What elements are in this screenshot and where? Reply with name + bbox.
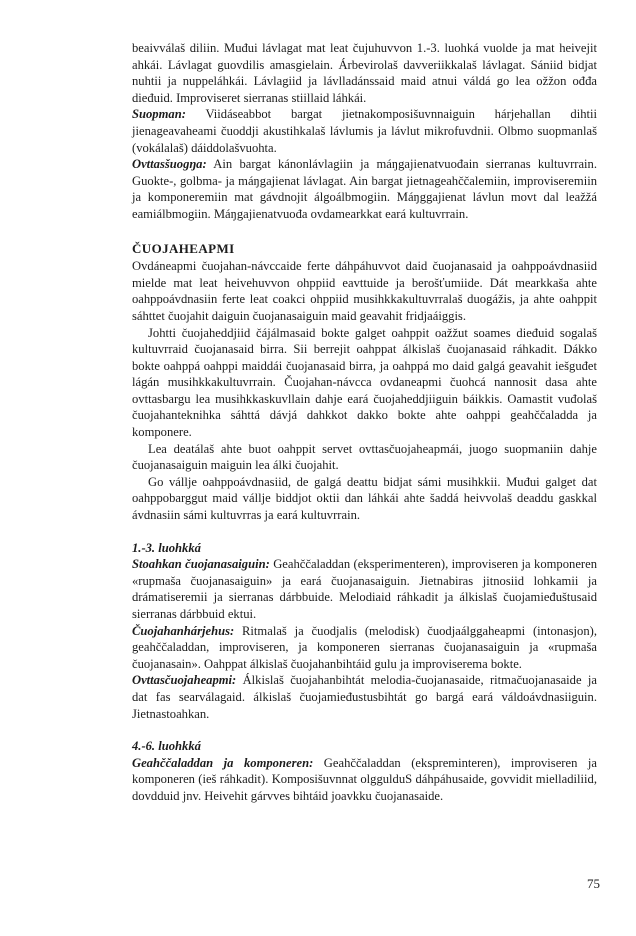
section-paragraph-4: Go vállje oahppoávdnasiid, de galgá deattu bidjat sámi musihkkii. Muđui galget dat oahppobarggut maid vállje biddjot oktii dan láhkái ahte šaddá heivvolaš deaddu gaskkal ávdnasiin sámi kultuvrras ja eará kultuvrrain. — [132, 474, 597, 523]
item-text: Ritmalaš ja čuodjalis (melodisk) čuodjaálggaheapmi (intonasjon), geahččaladdan, improviseren, ja komponeren sierranas čuojanasaiguin ja «rupmaša čuojanasain». Oahppat álkislaš čuojahanbihtáid gulu ja improviserema bokte. — [132, 623, 597, 671]
item-label: Stoahkan čuojanasaiguin: — [132, 557, 270, 572]
item-text: Geahččaladdan (eksperimenteren), improviseren ja komponeren «rupmaša čuojanasaiguin» ja eará čuojanasaiguin. Jietnabiras jitnosiid lohkamii ja drámatiseremii ja sierranas dárbbuide. Melodiaid ráhkadit ja álkislaš čuojamieđuštusaid sierranas dárbbuid ektui. — [132, 557, 597, 621]
grade-1-item-2 — [132, 623, 597, 673]
grade-4-6-heading: 4.-6. luohkká — [132, 739, 201, 754]
page-number: 75 — [587, 876, 600, 891]
item-label: Čuojahanhárjehus: — [132, 623, 235, 638]
grade-1-item-3 — [132, 672, 597, 722]
item-text: Geahččaladdan (ekspreminteren), improviseren ja komponeren (ieš ráhkadit). Komposišuvnnat olggulduS dáhpáhusaide, govvidit mielladiliid, dovdduid jnv. Heivehit gárvves bihtáid joavkku čuojanasaide. — [132, 755, 597, 803]
section-paragraph-1: Ovdáneapmi čuojahan-návccaide ferte dáhpáhuvvot daid čuojanasaid ja oahppoávdnasiid mielde mat leat heivehuvvon ohppiid eavttuide ja berošťumiide. Dát mearkkaša ahte oahppoávdnasiin ferte leat coakci ohppiid musihkkakultuvrralaš duogážis, ja ahte oahppit sáhttet čuojahit daiguin čuojanasaiguin maid geavahit fridjaáiggis. — [132, 259, 597, 323]
grade-4-item-1 — [132, 755, 597, 805]
text-column — [132, 40, 597, 805]
section-paragraph-2: Johtti čuojaheddjiid čájálmasaid bokte galget oahppit oažžut soames dieđuid sogalaš kultuvrraid čuojanasaid birra. Sii berrejit oahppat álkislaš čuojanasaid ráhkadit. Dákko bokte oahppá oahppi maiddái čuojanasaid birra, ja oahppá mo daid galgá geavahit iešguđet lágán musihkkakultuvrrain. Čuojahan-návcca ovdaneapmi čuohcá nannosit dasa ahte ovttasbargu lea musihkkaskuvllain dahje eará čuojaheddjiiguin báikkis. Oamastit vuđolaš čuojahanteknihka sáhttá dávjá dahkkot dakko bokte ahte oahppi geahččaladda ja komponere. — [132, 325, 597, 440]
suopman-text: Viidáseabbot bargat jietnakomposišuvnnaiguin hárjehallan dihtii jienageavaheami čuoddji akustihkalaš lávlumis ja lávlut mikrofuvdnii. Olbmo suopmanlaš (vokálalaš) dáiddolašvuohta. — [132, 107, 597, 155]
grade-1-3-heading: 1.-3. luohkká — [132, 540, 201, 555]
section-paragraph-3: Lea deatálaš ahte buot oahppit servet ovttasčuojaheapmái, juogo suopmaniin dahje čuojanasaiguin maiguin lea álki čuojahit. — [132, 441, 597, 473]
section-heading: ČUOJAHEAPMI — [132, 240, 235, 256]
ovttassuogna-text: Ain bargat kánonlávlagiin ja máŋgajienatvuođain sierranas kultuvrrain. Guokte-, golbma- ja máŋgajienat lávlagat. Ain bargat jietnageahččalemiin, improviseremiin ja komponeremiin mat gávdnojit álgoálbmogiin. Máŋggajienat lávlun movt dal leažžá eamiálbmogiin. Máŋgajienatvuođa ovdamearkkat eará kultuvrrain. — [132, 157, 597, 221]
ovttassuogna-paragraph — [132, 156, 597, 222]
item-label: Geahččaladdan ja komponeren: — [132, 755, 314, 770]
suopman-label: Suopman: — [132, 107, 186, 122]
ovttassuogna-label: Ovttasšuogŋa: — [132, 157, 207, 172]
grade-1-item-1 — [132, 556, 597, 622]
suopman-paragraph — [132, 106, 597, 156]
item-label: Ovttasčuojaheapmi: — [132, 673, 237, 688]
item-text: Álkislaš čuojahanbihtát melodia-čuojanasaide, ritmačuojanasaide ja dat fas searválagaid. álkislaš čuojamieđustusbihtát go bargá eará váldoávdnasiiguin. Jietnastoahkan. — [132, 673, 597, 721]
intro-paragraph: beaivválaš diliin. Muđui lávlagat mat leat čujuhuvvon 1.-3. luohká vuolde ja mat heivejit ahkái. Lávlagat guovdilis amasgielain. Árbevirolaš davveriikkalaš lávlagat. Sániid bidjat nuhtii ja nuppeláhkái. Lávlagiid ja lávlladánssaid maid atnui váldá go lea ožžon ođđa dieđuid. Improviseret sierranas stiillaid láhkái. — [132, 41, 597, 105]
